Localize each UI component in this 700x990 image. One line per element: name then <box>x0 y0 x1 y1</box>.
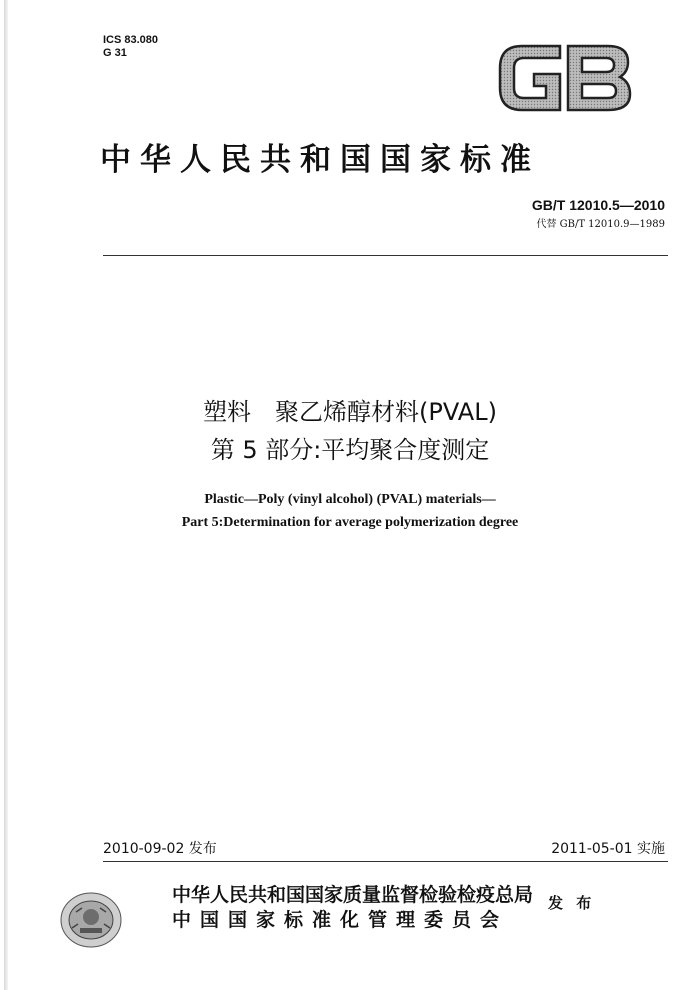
english-title-line-1: Plastic—Poly (vinyl alcohol) (PVAL) materials— <box>204 492 496 507</box>
standard-code: GB/T 12010.5—2010 <box>531 197 665 213</box>
implementation-date: 2011-05-01 实施 <box>551 841 665 857</box>
issuer-sac: 中国国家标准化管理委员会 <box>172 909 509 931</box>
header-divider <box>103 255 668 256</box>
english-title-line-2: Part 5:Determination for average polymerization degree <box>181 515 519 530</box>
chinese-title-line-2: 第 5 部分:平均聚合度测定 <box>210 436 490 464</box>
gb-logo <box>494 40 634 116</box>
footer-divider <box>103 861 668 862</box>
issue-date: 2010-09-02 发布 <box>103 841 217 857</box>
standard-category-title: 中华人民共和国国家标准 <box>100 142 540 178</box>
chinese-title-line-1: 塑料 聚乙烯醇材料(PVAL) <box>203 398 497 426</box>
replaces-standard: 代替 GB/T 12010.9—1989 <box>536 219 665 230</box>
issuer-aqsiq: 中华人民共和国国家质量监督检验检疫总局 <box>172 884 534 906</box>
ics-code: ICS 83.080 <box>103 34 159 46</box>
publish-label: 发 布 <box>548 894 596 912</box>
national-emblem-seal-icon <box>58 890 124 950</box>
ccs-code: G 31 <box>103 47 127 59</box>
classification-codes <box>103 34 158 60</box>
logo-text: GB <box>494 40 496 41</box>
